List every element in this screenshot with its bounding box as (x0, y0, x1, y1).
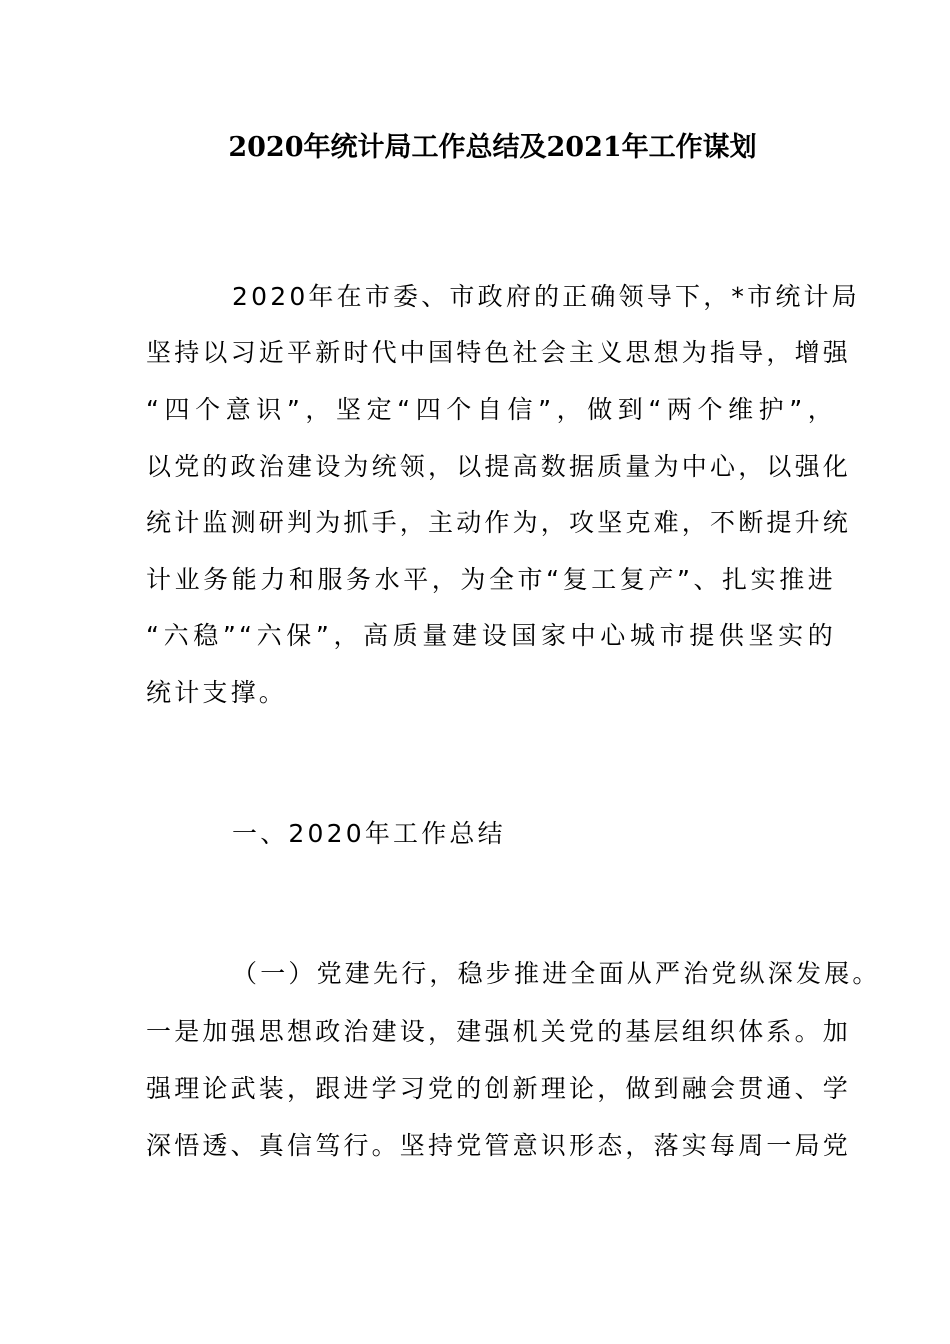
subsection-line: （一）党建先行，稳步推进全面从严治党纵深发展。 (232, 959, 881, 988)
subsection-line: 一是加强思想政治建设，建强机关党的基层组织体系。加 (146, 1017, 852, 1046)
intro-line: 计业务能力和服务水平，为全市“复工复产”、扎实推进 (146, 565, 836, 594)
intro-line: 坚持以习近平新时代中国特色社会主义思想为指导，增强 (146, 338, 852, 367)
intro-line: 统计支撑。 (146, 678, 288, 707)
intro-line: 以党的政治建设为统领，以提高数据质量为中心，以强化 (146, 452, 852, 481)
intro-line: “六稳”“六保”，高质量建设国家中心城市提供坚实的 (146, 621, 836, 650)
intro-line: “四个意识”，坚定“四个自信”，做到“两个维护”， (146, 395, 836, 424)
intro-line: 统计监测研判为抓手，主动作为，攻坚克难，不断提升统 (146, 508, 852, 537)
intro-line: 2020年在市委、市政府的正确领导下，*市统计局 (232, 282, 860, 311)
section-heading: 一、2020年工作总结 (232, 819, 506, 848)
subsection-line: 深悟透、真信笃行。坚持党管意识形态，落实每周一局党 (146, 1131, 852, 1160)
document-title: 2020年统计局工作总结及2021年工作谋划 (228, 132, 757, 163)
subsection-line: 强理论武装，跟进学习党的创新理论，做到融会贯通、学 (146, 1074, 852, 1103)
